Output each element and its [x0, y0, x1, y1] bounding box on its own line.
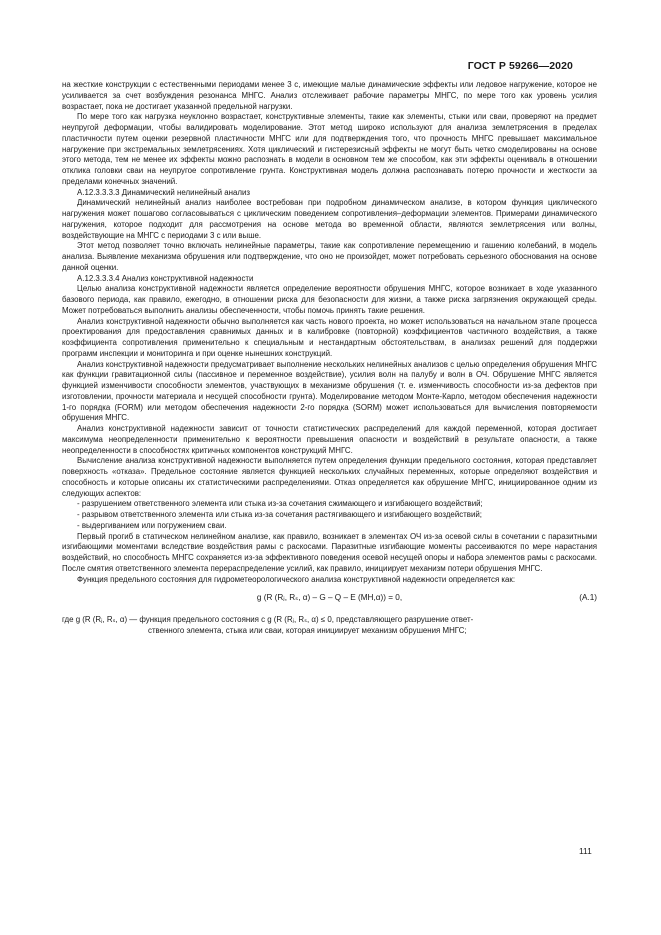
- paragraph-continuation: на жесткие конструкции с естественными периодами менее 3 с, имеющие малые динамические эффекты или ледовое нагружение, которое не усиливается за счет возбуждения резонанса МНГС. Анализ отслеживает рабочие параметры МНГС, по мере того как уровень усилия возрастает, пока не достигает указанной предельной нагрузки.: [62, 80, 597, 111]
- paragraph: Анализ конструктивной надежности предусматривает выполнение нескольких нелинейных анализов с целью определения обрушения МНГС как функции гравитационной силы (пассивное и переменное воздействие), усилия волн на палубу и волн в ОЧ. Обрушение МНГС является функцией изменчивости способности элементов, участвующих в механизме обрушения (т. е. изменчивость способности из-за дефектов при изготовлении, прочности материала и несущей способности грунта). Моделирование методом Монте-Карло, методом обеспечения надежности 1-го порядка (FORM) или методом обеспечения надежности 2-го порядка (SORM) может использоваться для вычисления повторяемости обрушения МНГС.: [62, 359, 597, 423]
- formula-explanation: [62, 615, 597, 637]
- formula-a1: [62, 593, 597, 605]
- list-item: - разрывом ответственного элемента или стыка из-за сочетания растягивающего и изгибающего воздействий;: [77, 510, 482, 519]
- paragraph: Функция предельного состояния для гидрометеорологического анализа конструктивной надежности определяется как:: [77, 574, 516, 584]
- document-code: ГОСТ Р 59266—2020: [467, 60, 573, 72]
- list-item: - разрушением ответственного элемента или стыка из-за сочетания сжимающего и изгибающего воздействий;: [77, 499, 483, 509]
- paragraph: Анализ конструктивной надежности обычно выполняется как часть нового проекта, но может использоваться на начальном этапе процесса проектирования для предоставления сравнимых данных и в калибровке (повторной) коэффициентов частичного воздействия, а также коэффициента сопротивления применительно к специальным и нестандартным обстоятельствам, в анализах решений для поддержки программ инспекции и мониторинга и при оценке нынешних конструкций.: [62, 316, 597, 358]
- paragraph: Вычисление анализа конструктивной надежности выполняется путем определения функции предельного состояния, которая представляет поверхность «отказа». Предельное состояние является функцией нескольких случайных переменных, которые определяют воздействия и способность и которые описаны их статистическими распределениями. Отказ определяется как обрушение МНГС, инициированное одним из следующих аспектов:: [62, 456, 597, 498]
- formula-explanation-line: где g (R (Rⱼ, Rₛ, α) — функция предельного состояния с g (R (Rⱼ, Rₛ, α) ≤ 0, представляющего разрушение ответ-: [62, 615, 474, 625]
- paragraph: По мере того как нагрузка неуклонно возрастает, конструктивные элементы, такие как элементы, стыки или сваи, проверяют на предмет неупругой деформации, чтобы валидировать моделирование. Этот метод широко используют для анализа землетрясения в пределах пластичности путем оценки резервной пластичности МНГС или для подтверждения того, что прочность МНГС превышает максимальное нагружение при экстремальных землетрясениях. Хотя циклический и гистерезисный эффекты не могут быть четко смоделированы на основе этого метода, тем не менее их эффекты можно распознать в модели в основном тем же способом, как эти эффекты оцениваль в отношении отклика головки сваи на неупругое сопротивление грунта. Конструктивная модель должна распознавать потерю прочности и жесткости за пределами конечных значений.: [62, 112, 597, 186]
- paragraph: Первый прогиб в статическом нелинейном анализе, как правило, возникает в элементах ОЧ из-за осевой силы в сочетании с паразитными изгибающими моментами вследствие воздействия рамы с раскосами. Паразитные изгибающие моменты рассеиваются по мере нарастания воздействий, но способность МНГС сохраняется из-за эффективного поведения осевой несущей опоры и набора элементов рамы с раскосами. После смятия ответственного элемента перераспределение усилий, как правило, инициирует механизм потери обрушения МНГС.: [62, 531, 597, 573]
- section-heading: А.12.3.3.3.3 Динамический нелинейный анализ: [77, 187, 251, 197]
- formula-number: (А.1): [579, 593, 597, 603]
- document-body: [62, 80, 597, 637]
- list-item: - выдергиванием или погружением сваи.: [77, 520, 227, 530]
- formula-expression: g (R (Rⱼ, Rₛ, α) – G – Q – E (MH,α)) = 0,: [256, 593, 403, 603]
- page-number: 111: [579, 846, 592, 856]
- paragraph: Анализ конструктивной надежности зависит от точности статистических распределений для каждой переменной, которая достигает максимума неопределенности применительно к вероятности превышения опасности и воздействий в результате опасности, а также неопределенности в способностях критичных компонентов конструкций МНГС.: [62, 424, 597, 455]
- paragraph: Целью анализа конструктивной надежности является определение вероятности обрушения МНГС, которое возникает в ходе указанного базового периода, как правило, ежегодно, в отношении риска для безопасности для жизни, а также риска загрязнения окружающей среды. Может потребоваться выполнить анализы обеспеченности, чтобы помочь принять такие решения.: [62, 284, 597, 315]
- paragraph: Этот метод позволяет точно включать нелинейные параметры, такие как сопротивление перемещению и гашению колебаний, в модель анализа. Выявление механизма обрушения или подтверждение, что оно не произойдет, может потребовать серьезного обоснования на основе данной оценки.: [62, 241, 597, 272]
- formula-explanation-line: ственного элемента, стыка или сваи, которая инициирует механизм обрушения МНГС;: [148, 626, 467, 635]
- section-heading: А.12.3.3.3.4 Анализ конструктивной надежности: [77, 273, 254, 283]
- paragraph: Динамический нелинейный анализ наиболее востребован при подробном динамическом анализе, в котором функция циклического нагружения может пошагово согласовываться с циклическим поведением сопротивления–деформации элементов. Примерами динамического нагружения, которое подходит для рассмотрения на основе метода во временной области, являются землетрясения или волны, воздействующие на МНГС с периодами 3 с или выше.: [62, 198, 597, 240]
